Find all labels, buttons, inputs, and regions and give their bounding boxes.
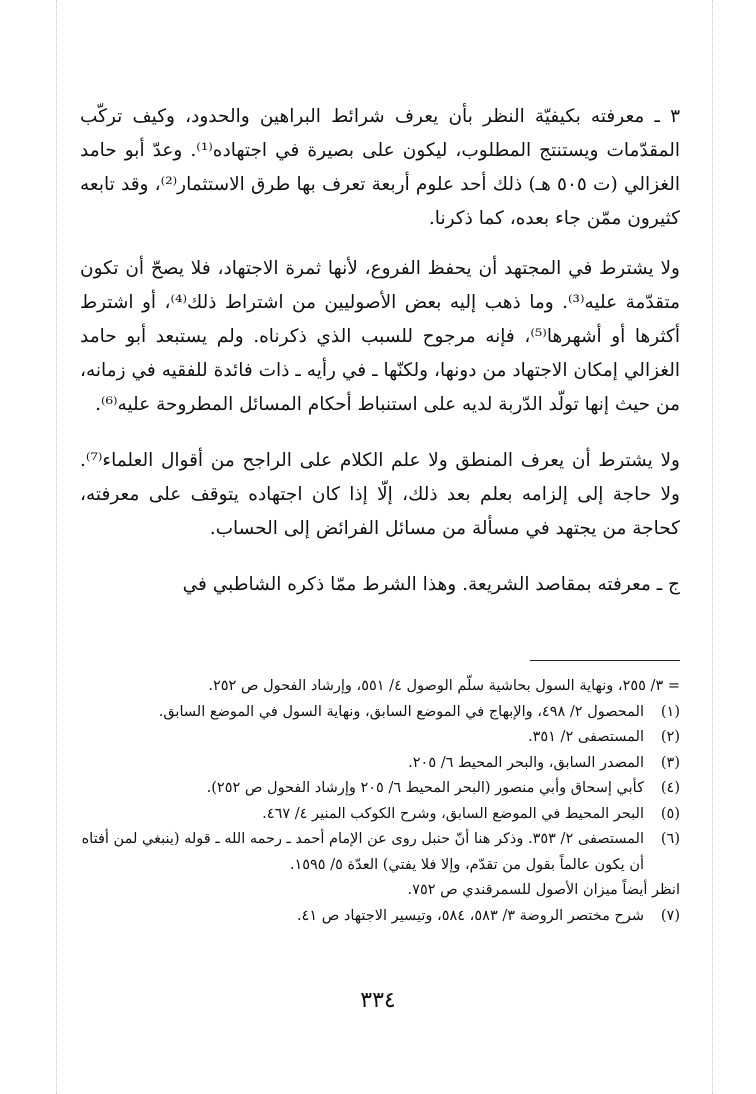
furu-paragraph: ولا يشترط في المجتهد أن يحفظ الفروع، لأنها ثمرة الاجتهاد، فلا يصحّ أن تكون متقدّمة عليه⁽³⁾. وما ذهب إليه بعض الأصوليين من اشتراط ذلك⁽⁴⁾، أو اشترط أكثرها أو أشهرها⁽⁵⁾، فإنه مرجوح للسبب الذي ذكرناه. ولم يستبعد أبو حامد الغزالي إمكان الاجتهاد من دونها، ولكنّها ـ في رأيه ـ ذات فائدة للفقيه في زمانه، من حيث إنها تولّد الدّربة لديه على استنباط أحكام المسائل المطروحة عليه⁽⁶⁾. bbox=[80, 258, 681, 415]
footnote-number: (٦) bbox=[660, 831, 680, 847]
footnote-number: (٣) bbox=[660, 754, 680, 771]
footnote-number: (٢) bbox=[660, 729, 680, 745]
footnote-text: كأبي إسحاق وأبي منصور (البحر المحيط ٦/ ٢٠٥ وإرشاد الفحول ص ٢٥٢). bbox=[206, 780, 644, 796]
footnote-number: (٥) bbox=[660, 805, 680, 822]
item-jim-paragraph: ج ـ معرفته بمقاصد الشريعة. وهذا الشرط ممّا ذكره الشاطبي في bbox=[182, 574, 680, 595]
footnote-item bbox=[80, 725, 680, 751]
footnote-number: (٤) bbox=[660, 780, 680, 796]
footnote-item bbox=[80, 751, 680, 777]
footnote-text: المحصول ٢/ ٤٩٨، والإبهاج في الموضع السابق، ونهاية السول في الموضع السابق. bbox=[158, 703, 644, 720]
mantiq-paragraph: ولا يشترط أن يعرف المنطق ولا علم الكلام على الراجح من أقوال العلماء⁽⁷⁾. ولا حاجة إلى إلزامه بعلم بعد ذلك، إلّا إذا كان اجتهاده يتوقف على معرفته، كحاجة من يجتهد في مسألة من مسائل الفرائض إلى الحساب. bbox=[80, 450, 680, 539]
footnote-number: (١) bbox=[660, 703, 680, 720]
footnote-text: المستصفى ٢/ ٣٥١. bbox=[527, 729, 644, 745]
margin-dotted-line bbox=[712, 0, 713, 1094]
footnote-text: المستصفى ٢/ ٣٥٣. وذكر هنا أنّ حنبل روى عن الإمام أحمد ـ رحمه الله ـ قوله (ينبغي لمن أفتاه أن يكون عالماً بقول من تقدّم، وإلا فلا يفتي) العدّة ٥/ ١٥٩٥. bbox=[81, 831, 644, 873]
footnote-item bbox=[80, 827, 680, 878]
footnote-item bbox=[80, 802, 680, 828]
footnotes bbox=[80, 674, 680, 929]
margin-dotted-line bbox=[56, 0, 57, 1094]
footnote-item bbox=[80, 904, 680, 930]
footnote-text: شرح مختصر الروضة ٣/ ٥٨٣، ٥٨٤، وتيسير الاجتهاد ص ٤١. bbox=[296, 907, 644, 924]
footnote-continuation: = ٣/ ٢٥٥، ونهاية السول بحاشية سلّم الوصول ٤/ ٥٥١، وإرشاد الفحول ص ٢٥٢. bbox=[208, 678, 680, 694]
page-number: ٣٣٤ bbox=[360, 988, 396, 1013]
footnote-number: (٧) bbox=[660, 907, 680, 924]
main-text bbox=[80, 100, 680, 602]
footnote-item-extra: انظر أيضاً ميزان الأصول للسمرقندي ص ٧٥٢. bbox=[407, 882, 680, 898]
footnote-separator bbox=[530, 660, 680, 661]
footnote-item bbox=[80, 776, 680, 802]
footnote-item bbox=[80, 700, 680, 726]
item-3-paragraph: ٣ ـ معرفته بكيفيّة النظر بأن يعرف شرائط البراهين والحدود، وكيف تركّب المقدّمات ويستنتج المطلوب، ليكون على بصيرة في اجتهاده⁽¹⁾. وعدّ أبو حامد الغزالي (ت ٥٠٥ هـ) ذلك أحد علوم أربعة تعرف بها طرق الاستثمار⁽²⁾، وقد تابعه كثيرون ممّن جاء بعده، كما ذكرنا. bbox=[80, 106, 681, 229]
footnote-text: المصدر السابق، والبحر المحيط ٦/ ٢٠٥. bbox=[408, 754, 644, 771]
footnote-text: البحر المحيط في الموضع السابق، وشرح الكوكب المنير ٤/ ٤٦٧. bbox=[262, 805, 644, 822]
